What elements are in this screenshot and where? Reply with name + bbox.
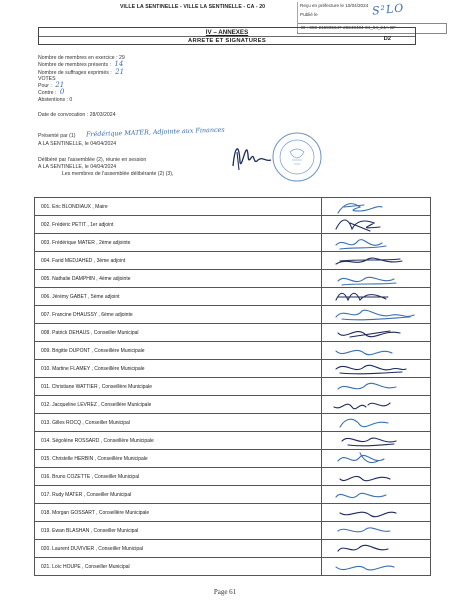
signature-stroke	[342, 438, 396, 442]
member-name: 001. Eric BLONDIAUX , Maire	[35, 198, 322, 216]
signature-stroke	[338, 528, 390, 532]
signature-stroke	[368, 403, 390, 406]
member-name: 011. Christiane WATTIER , Conseillère Municipale	[35, 378, 322, 396]
member-name: 004. Farid MEDJAHED , 3ème adjoint	[35, 252, 322, 270]
signature-stroke	[338, 277, 394, 281]
members-signature-caption: Les membres de l'assemblée délibérante (2) (3),	[62, 171, 174, 177]
votes-cast-value: 21	[115, 67, 125, 76]
signature-stroke	[336, 566, 394, 570]
members-present-label: Nombre de membres présents :	[38, 62, 111, 69]
member-name: 015. Christelle HERBIN , Conseillère Municipale	[35, 450, 322, 468]
member-name: 021. Loïc HOUPE , Conseiller Municipal	[35, 558, 322, 576]
votes-cast-line	[38, 69, 288, 76]
member-name: 016. Bruno COZETTE , Conseiller Municipal	[35, 468, 322, 486]
member-name: 002. Frédéric PETIT , 1er adjoint	[35, 216, 322, 234]
member-name: 010. Martine FLAMEY , Conseillère Municipale	[35, 360, 322, 378]
signature-stroke	[336, 240, 382, 246]
signature-stroke	[334, 404, 366, 409]
mayor-signature	[225, 136, 275, 176]
presented-by-label: Présenté par (1)	[38, 133, 76, 139]
votes-cast-label: Nombre de suffrages exprimés :	[38, 69, 112, 76]
for-value: 21	[55, 81, 65, 90]
for-label: Pour :	[38, 83, 52, 90]
member-name: 009. Brigitte DUPONT , Conseillère Municipale	[35, 342, 322, 360]
member-name: 005. Nathalie DAMPHIN , 4ème adjointe	[35, 270, 322, 288]
town-header-text: VILLE LA SENTINELLE - VILLE LA SENTINELLE - CA - 20	[120, 4, 266, 10]
receipt-date-line: Reçu en préfecture le 10/04/2024	[300, 3, 369, 8]
signature-stroke	[340, 512, 396, 517]
votes-label: VOTES	[38, 75, 56, 82]
signature-stroke	[340, 476, 390, 480]
annex-code: D2	[383, 36, 391, 42]
member-signature	[322, 555, 430, 578]
members-in-office: Nombre de membres en exercice : 29	[38, 55, 125, 61]
municipal-seal	[270, 130, 324, 184]
signature-stroke	[336, 310, 414, 317]
for-line	[38, 82, 288, 89]
signature-stroke	[344, 205, 364, 207]
against-line	[38, 89, 288, 96]
annex-subtitle: ARRETE ET SIGNATURES	[39, 36, 415, 44]
signature-stroke	[336, 220, 380, 229]
signature-stroke	[340, 259, 400, 261]
signature-stroke	[336, 493, 386, 497]
member-name: 013. Gilles ROCQ , Conseiller Municipal	[35, 414, 322, 432]
vote-info-block	[38, 55, 288, 103]
handwritten-mark: S²LO	[371, 1, 405, 18]
against-label: Contre :	[38, 90, 57, 97]
page-number: Page 61	[213, 588, 237, 596]
member-name: 020. Laurent DUVIVIER , Conseiller Municipal	[35, 540, 322, 558]
members-present-value: 14	[114, 60, 124, 69]
member-name: 014. Ségolène ROSSARD , Conseillère Municipale	[35, 432, 322, 450]
deliberated-line: Délibéré par l'assemblée (2), réunie en session	[38, 157, 147, 163]
signature-table	[34, 197, 431, 576]
place-date-line: A LA SENTINELLE, le 04/04/2024	[38, 141, 117, 147]
signature-cell	[322, 558, 431, 576]
signature-stroke	[340, 419, 388, 427]
member-name: 012. Jacqueline LEVREZ , Conseillère Municipale	[35, 396, 322, 414]
presented-by-handwritten: Frédérique MATER, Adjointe aux Finances	[85, 125, 225, 139]
annex-title-box	[38, 27, 416, 45]
member-name: 003. Frédérique MATER , 2ème adjointe	[35, 234, 322, 252]
member-name: 006. Jérémy GABET , 5ème adjoint	[35, 288, 322, 306]
convocation-date: Date de convocation : 28/03/2024	[38, 112, 116, 118]
member-name: 017. Rudy MATER , Conseiller Municipal	[35, 486, 322, 504]
abstentions-line: Abstentions : 0	[38, 96, 73, 103]
members-present-line	[38, 61, 288, 68]
signature-stroke	[338, 383, 396, 389]
signature-stroke	[336, 350, 392, 354]
signature-stroke	[338, 545, 388, 551]
signature-stroke	[342, 317, 410, 320]
member-name: 019. Ewan BLASHAN , Conseiller Municipal	[35, 522, 322, 540]
signature-stroke	[338, 455, 384, 461]
published-line: Publié le	[300, 11, 318, 17]
annex-title: IV – ANNEXES	[205, 29, 249, 36]
member-name: 008. Patrick DEHAUS , Conseiller Municipal	[35, 324, 322, 342]
signature-stroke	[336, 365, 406, 370]
session-place-date-line: A LA SENTINELLE, le 04/04/2024	[38, 164, 117, 170]
signature-stroke	[340, 372, 402, 374]
signature-row	[35, 558, 431, 576]
member-name: 007. Francine DHAUSSY , 6ème adjointe	[35, 306, 322, 324]
signature-stroke	[348, 444, 394, 446]
document-id-line: ID : 059-215905647-20240404-04_04_24A-BF	[297, 23, 447, 34]
member-name: 018. Morgan GOSSART , Conseillère Municipale	[35, 504, 322, 522]
against-value: 0	[59, 88, 65, 97]
